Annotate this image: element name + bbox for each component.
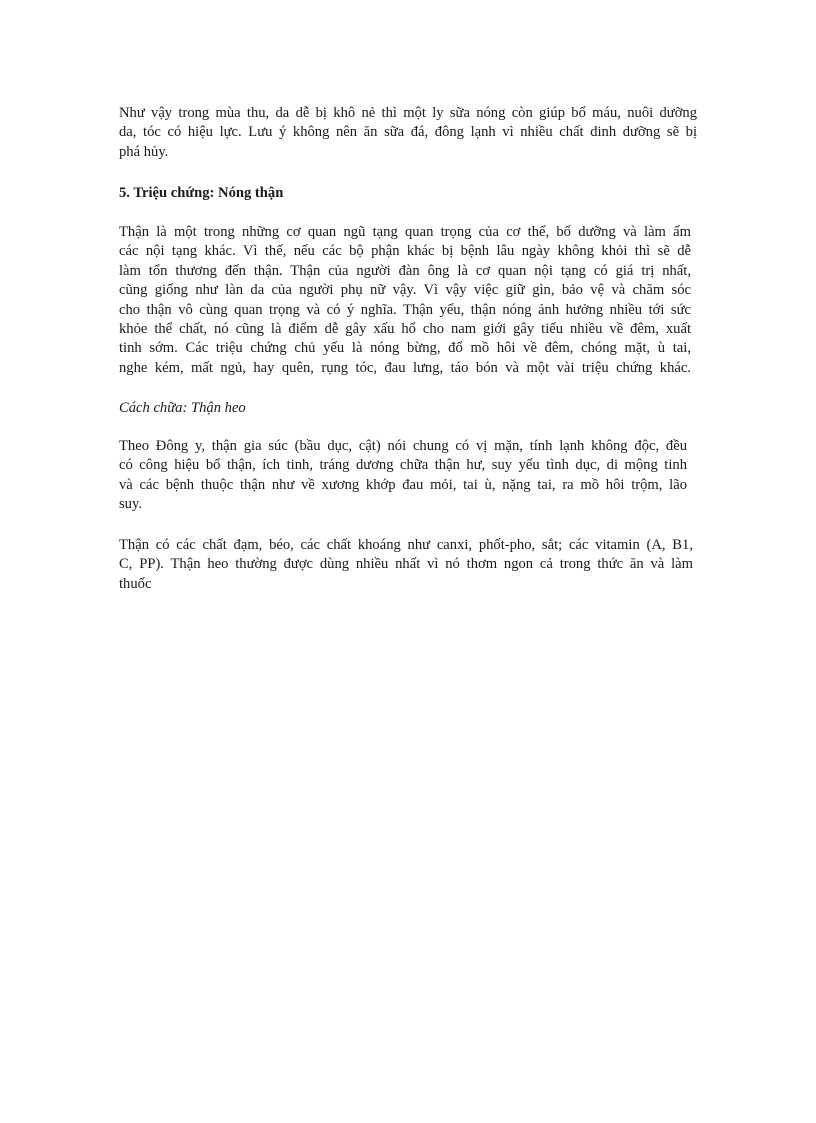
paragraph-line: Thận là một trong những cơ quan ngũ tạng quan trọng của cơ thể, bổ dưỡng và làm ấm	[119, 224, 691, 240]
paragraph-line: và các bệnh thuộc thận như về xương khớp đau mỏi, tai ù, nặng tai, ra mồ hôi trộm, lão	[119, 476, 687, 493]
paragraph-line: thuốc	[119, 575, 152, 592]
paragraph-nutrients	[119, 536, 693, 594]
paragraph-line: tinh sớm. Các triệu chứng chủ yếu là nóng bừng, đổ mồ hôi về đêm, chóng mặt, ù tai,	[119, 340, 691, 357]
paragraph-line: khỏe thể chất, nó cũng là điểm dễ gây xấu hổ cho nam giới gây tiểu nhiều về đêm, xuất	[119, 321, 691, 338]
paragraph-line: có công hiệu bổ thận, ích tinh, tráng dương chữa thận hư, suy yếu tình dục, di mộng tinh	[119, 457, 687, 474]
paragraph-line: C, PP). Thận heo thường được dùng nhiều nhất vì nó thơm ngon cả trong thức ăn và làm	[119, 556, 693, 573]
paragraph-oriental-medicine	[119, 437, 687, 515]
paragraph-line: cho thận vô cùng quan trọng và có ý nghĩa. Thận yếu, thận nóng ảnh hưởng nhiều tới sức	[119, 301, 691, 318]
paragraph-line: Theo Đông y, thận gia súc (bầu dục, cật) nói chung có vị mặn, tính lạnh không độc, đều	[119, 438, 687, 454]
paragraph-line: làm tổn thương đến thận. Thận của người đàn ông là cơ quan nội tạng có giá trị nhất,	[119, 262, 691, 279]
paragraph-line: cũng giống như làn da của người phụ nữ vậy. Vì vậy việc giữ gìn, bảo vệ và chăm sóc	[119, 282, 691, 299]
paragraph-line: nghe kém, mất ngủ, hay quên, rụng tóc, đau lưng, táo bón và một vài triệu chứng khác.	[119, 359, 691, 376]
section-heading: 5. Triệu chứng: Nóng thận	[119, 185, 284, 201]
paragraph-line: Như vậy trong mùa thu, da dễ bị khô nẻ thì một ly sữa nóng còn giúp bổ máu, nuôi dưỡng	[119, 105, 697, 121]
paragraph-line: các nội tạng khác. Vì thế, nếu các bộ phận khác bị bệnh lâu ngày không khỏi thì sẽ dễ	[119, 243, 691, 260]
paragraph-kidney-heat	[119, 223, 691, 378]
paragraph-line: phá hủy.	[119, 143, 169, 160]
remedy-subheading: Cách chữa: Thận heo	[119, 400, 246, 416]
paragraph-line: Thận có các chất đạm, béo, các chất khoáng như canxi, phốt-pho, sắt; các vitamin (A, B1,	[119, 537, 693, 553]
paragraph-line: da, tóc có hiệu lực. Lưu ý không nên ăn sữa đá, đông lạnh vì nhiều chất dinh dưỡng sẽ bị	[119, 124, 697, 141]
paragraph-milk	[119, 104, 697, 162]
paragraph-line: suy.	[119, 496, 142, 513]
